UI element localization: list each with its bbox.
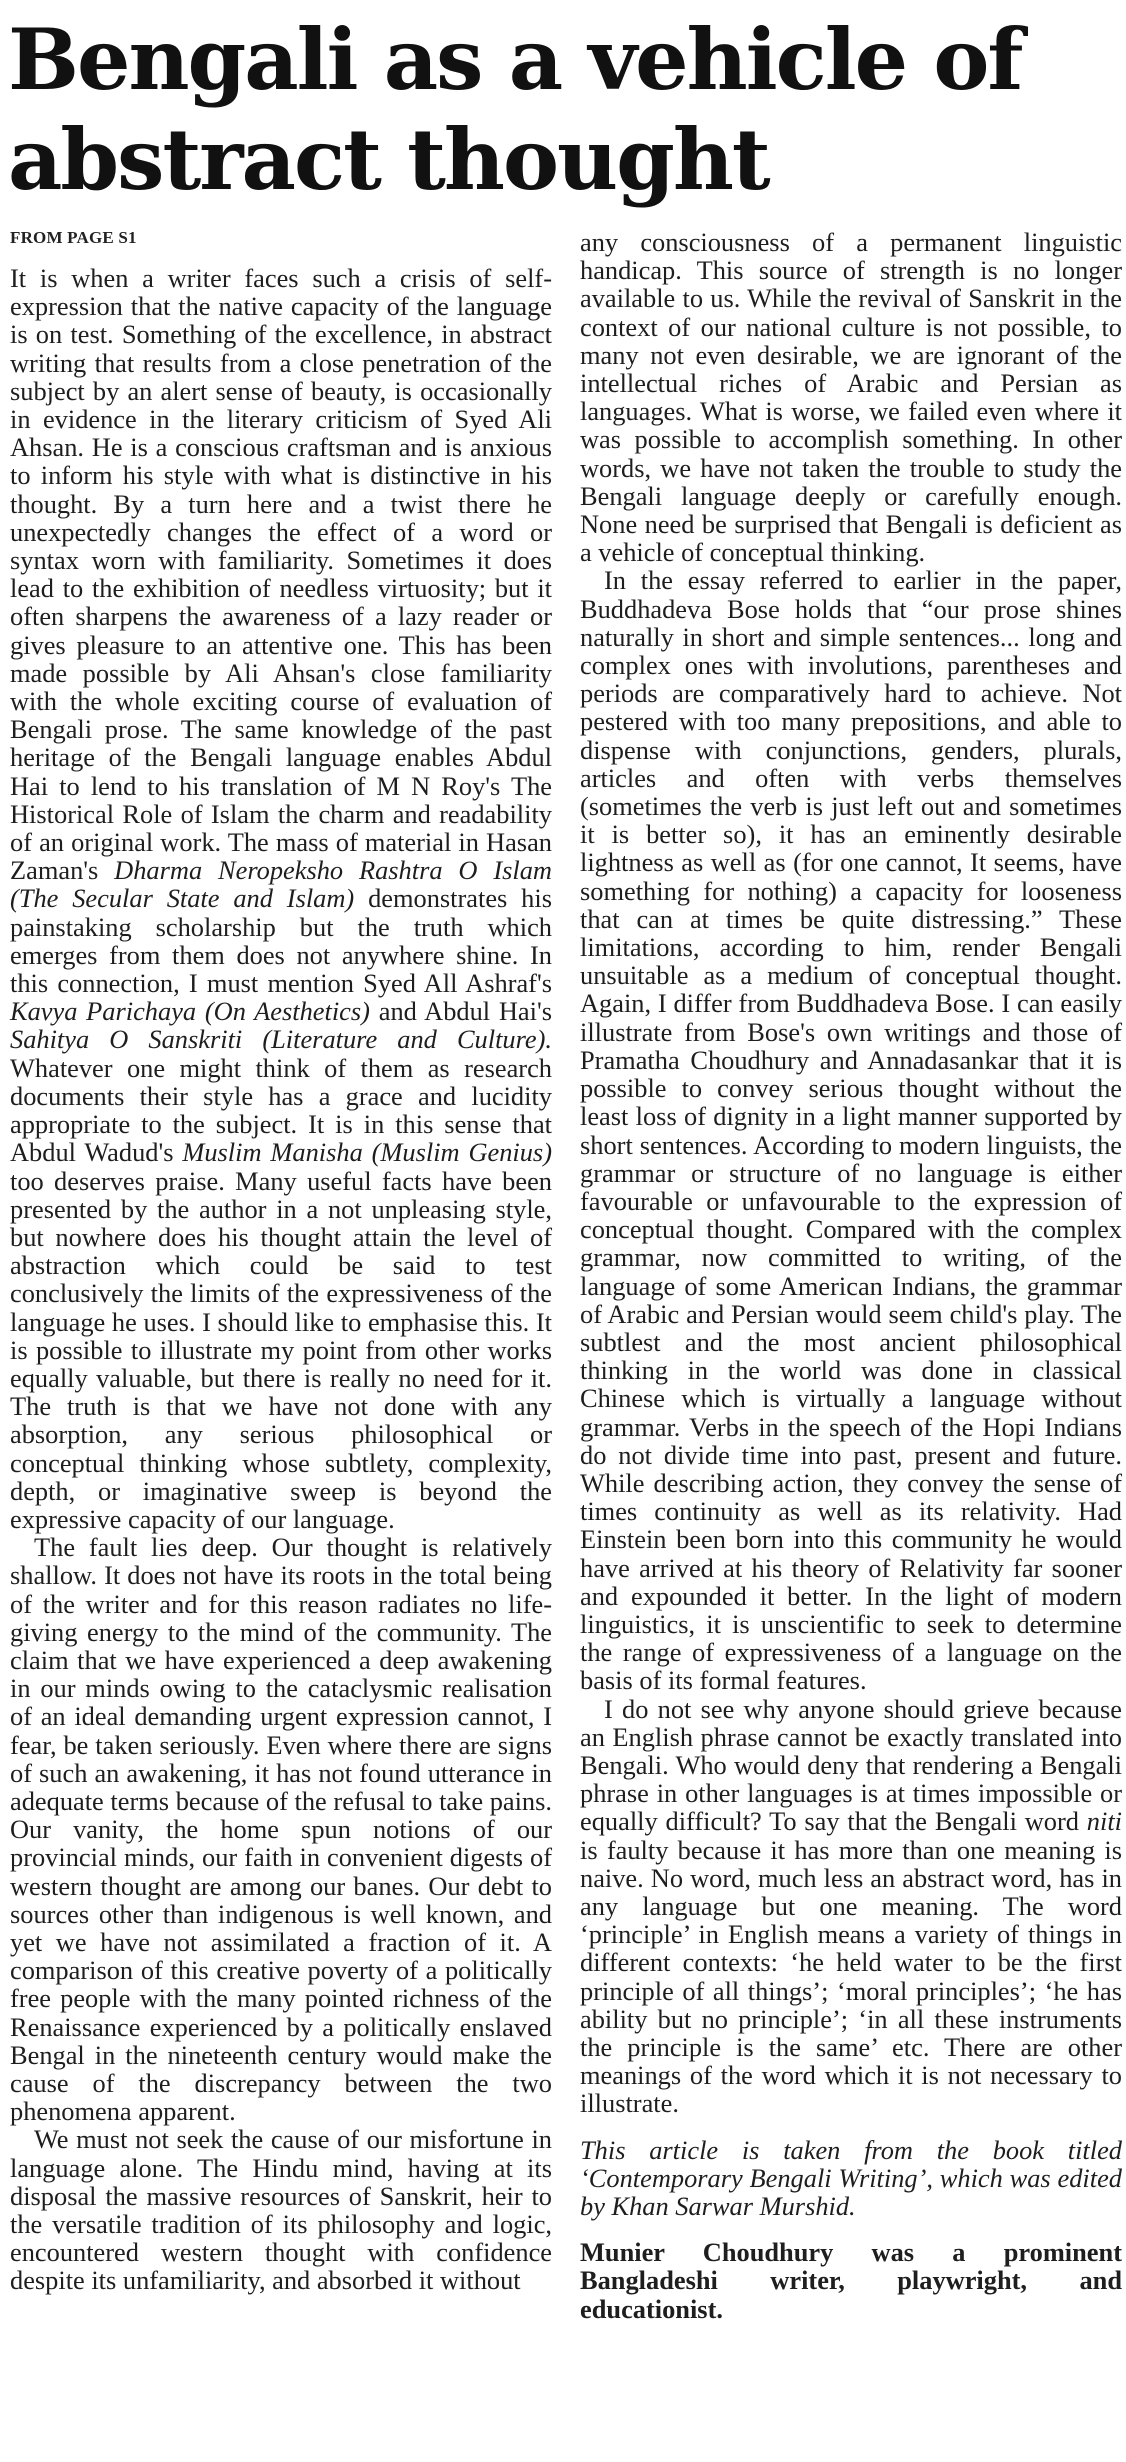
text: It is when a writer faces such a crisis of self-expression that the native capacity of the language is on test. Something of the excellence, in abstract writing that results from a close penetration of the subject by an alert sense of beauty, is occasionally in evidence in the literary criticism of Syed Ali Ahsan. He is a conscious craftsman and is anxious to inform his style with what is distinctive in his thought. By a turn here and a twist there he unexpectedly changes the effect of a word or syntax worn with familiarity. Sometimes it does lead to the exhibition of needless virtuosity; but it often sharpens the awareness of a lazy reader or gives pleasure to an attentive one. This has been made possible by Ali Ahsan's close familiarity with the whole exciting course of evaluation of Bengali prose. The same knowledge of the past heritage of the Bengali language enables Abdul Hai to lend to his translation of M N Roy's The Historical Role of Islam the charm and readability of an original work. The mass of material in Hasan Zaman's bbox=[10, 263, 552, 886]
source-note: This article is taken from the book titled ‘Contemporary Bengali Writing’, which was edited by Khan Sarwar Murshid. bbox=[580, 2134, 1122, 2222]
paragraph: In the essay referred to earlier in the paper, Buddhadeva Bose holds that “our prose shines naturally in short and simple sentences... long and complex ones with involutions, parentheses and periods are comparatively hard to achieve. Not pestered with too many prepositions, and able to dispense with conjunctions, genders, plurals, articles and often with verbs themselves (sometimes the verb is just left out and sometimes it is better so), it has an eminently desirable lightness as well as (for one cannot, It seems, have something for nothing) a capacity for looseness that can at times be quite distressing.” These limitations, according to him, render Bengali unsuitable as a medium of conceptual thought. Again, I differ from Buddhadeva Bose. I can easily illustrate from Bose's own writings and those of Pramatha Choudhury and Annadasankar that it is possible to convey serious thought without the least loss of dignity in a light manner supported by short sentences. According to modern linguists, the grammar or structure of no language is either favourable or unfavourable to the expression of conceptual thought. Compared with the complex grammar, now committed to writing, of the language of some American Indians, the grammar of Arabic and Persian would seem child's play. The subtlest and the most ancient philosophical thinking in the world was done in classical Chinese which is virtually a language without grammar. Verbs in the speech of the Hopi Indians do not divide time into past, present and future. While describing action, they convey the sense of times continuity as well as its relativity. Had Einstein been born into this community he would have arrived at his theory of Relativity far sooner and expounded it better. In the light of modern linguistics, it is unscientific to seek to determine the range of expressiveness of a language on the basis of its formal features. bbox=[580, 565, 1122, 1696]
book-title: Sahitya O Sanskriti (Literature and Culture). bbox=[10, 1024, 552, 1055]
book-title: Kavya Parichaya (On Aesthetics) bbox=[10, 996, 370, 1027]
book-title: Muslim Manisha (Muslim Genius) bbox=[182, 1137, 552, 1168]
text: and Abdul Hai's bbox=[378, 996, 552, 1027]
word: niti bbox=[1086, 1806, 1122, 1837]
text: I do not see why anyone should grieve because an English phrase cannot be exactly translated into Bengali. Who would deny that rendering a Bengali phrase in other languages is at times impossible or equally difficult? To say that the Bengali word bbox=[580, 1693, 1122, 1837]
paragraph: any consciousness of a permanent linguistic handicap. This source of strength is no longer available to us. While the revival of Sanskrit in the context of our national culture is not possible, to many not even desirable, we are ignorant of the intellectual riches of Arabic and Persian as languages. What is worse, we failed even where it was possible to accomplish something. In other words, we have not taken the trouble to study the Bengali language deeply or carefully enough. None need be surprised that Bengali is deficient as a vehicle of conceptual thinking. bbox=[580, 227, 1122, 568]
paragraph: We must not seek the cause of our misfortune in language alone. The Hindu mind, having at its disposal the massive resources of Sanskrit, heir to the versatile tradition of its philosophy and logic, encountered western thought with confidence despite its unfamiliarity, and absorbed it without bbox=[10, 2124, 552, 2296]
author-bio: Munier Choudhury was a prominent Bangladeshi writer, playwright, and educationist. bbox=[580, 2237, 1122, 2324]
paragraph bbox=[580, 1695, 1122, 2118]
left-column bbox=[10, 228, 552, 2295]
paragraph bbox=[10, 264, 552, 1533]
text: too deserves praise. Many useful facts have been presented by the author in a not unpleasing style, but nowhere does his thought attain the level of abstraction which could be said to test conclusively the limits of the expressiveness of the language he uses. I should like to emphasise this. It is possible to illustrate my point from other works equally valuable, but there is really no need for it. The truth is that we have not done with any absorption, any serious philosophical or conceptual thinking whose subtlety, complexity, depth, or imaginative sweep is beyond the expressive capacity of our language. bbox=[10, 1165, 552, 1534]
headline: Bengali as a vehicle of abstract thought bbox=[8, 10, 1022, 209]
paragraph: The fault lies deep. Our thought is relatively shallow. It does not have its roots in the total being of the writer and for this reason radiates no life-giving energy to the mind of the community. The claim that we have experienced a deep awakening in our minds owing to the cataclysmic realisation of an ideal demanding urgent expression cannot, I fear, be taken seriously. Even where there are signs of such an awakening, it has not found utterance in adequate terms because of the refusal to take pains. Our vanity, the home spun notions of our provincial minds, our faith in convenient digests of western thought are among our banes. Our debt to sources other than indigenous is well known, and yet we have not assimilated a fraction of it. A comparison of this creative poverty of a politically free people with the many pointed richness of the Renaissance experienced by a politically enslaved Bengal in the nineteenth century would make the cause of the discrepancy between the two phenomena apparent. bbox=[10, 1532, 552, 2127]
text: Whatever one might think of them as research documents their style has a grace and lucidity appropriate to the subject. It is in this sense that Abdul Wadud's bbox=[10, 1052, 552, 1168]
text: is faulty because it has more than one meaning is naive. No word, much less an abstract word, has in any language but one meaning. The word ‘principle’ in English means a variety of things in different contexts: ‘he held water to be the first principle of all things’; ‘moral principles’; ‘he has ability but no principle’; ‘in all these instruments the principle is the same’ etc. There are other meanings of the word which it is not necessary to illustrate. bbox=[580, 1834, 1122, 2119]
right-column bbox=[580, 228, 1122, 2323]
book-title: Dharma Neropeksho Rashtra O Islam (The Secular State and Islam) bbox=[10, 855, 552, 914]
continuation-label: FROM PAGE S1 bbox=[10, 228, 137, 247]
text: demonstrates his painstaking scholarship but the truth which emerges from them does not anywhere shine. In this connection, I must mention Syed All Ashraf's bbox=[10, 883, 552, 999]
